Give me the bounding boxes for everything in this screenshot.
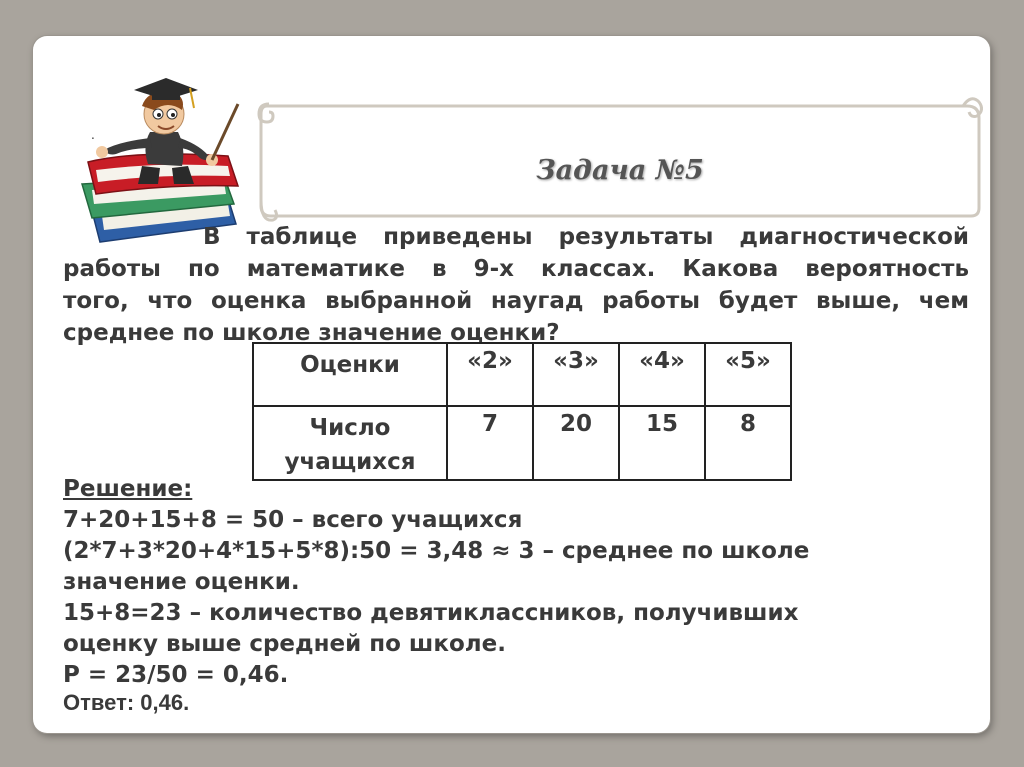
problem-line: среднее по школе значение оценки? [63, 320, 560, 346]
grade-cell: «3» [533, 343, 619, 406]
count-cell: 8 [705, 406, 791, 480]
solution-line: оценку выше средней по школе. [63, 631, 506, 657]
page-title: Задача №5 [536, 155, 704, 186]
grade-cell: «4» [619, 343, 705, 406]
count-cell: 15 [619, 406, 705, 480]
problem-line: работы по математике в 9-х классах. Какова вероятность [63, 256, 969, 282]
solution-line: P = 23/50 = 0,46. [63, 662, 289, 688]
solution-line: (2*7+3*20+4*15+5*8):50 = 3,48 ≈ 3 – среднее по школе [63, 538, 810, 564]
grade-cell: «2» [447, 343, 533, 406]
solution-line: значение оценки. [63, 569, 300, 595]
solution-line: 15+8=23 – количество девятиклассников, получивших [63, 600, 799, 626]
count-cell: 7 [447, 406, 533, 480]
dot-mark: . [91, 128, 95, 142]
solution-block [63, 474, 969, 691]
table-row [253, 343, 791, 406]
solution-heading: Решение: [63, 476, 193, 502]
problem-line: В таблице приведены результаты диагностической [203, 224, 969, 250]
row-label-line: Число [309, 415, 391, 441]
row-label-line: учащихся [284, 449, 416, 475]
problem-line: того, что оценка выбранной наугад работы будет выше, чем [63, 288, 969, 314]
row-label-cell [253, 406, 447, 480]
header-cell: Оценки [253, 343, 447, 406]
table-row [253, 406, 791, 480]
title-scroll-banner [255, 96, 985, 224]
problem-statement [63, 221, 969, 349]
grades-table [252, 342, 792, 481]
solution-line: 7+20+15+8 = 50 – всего учащихся [63, 507, 523, 533]
grade-cell: «5» [705, 343, 791, 406]
count-cell: 20 [533, 406, 619, 480]
answer-line: Ответ: 0,46. [63, 690, 190, 715]
